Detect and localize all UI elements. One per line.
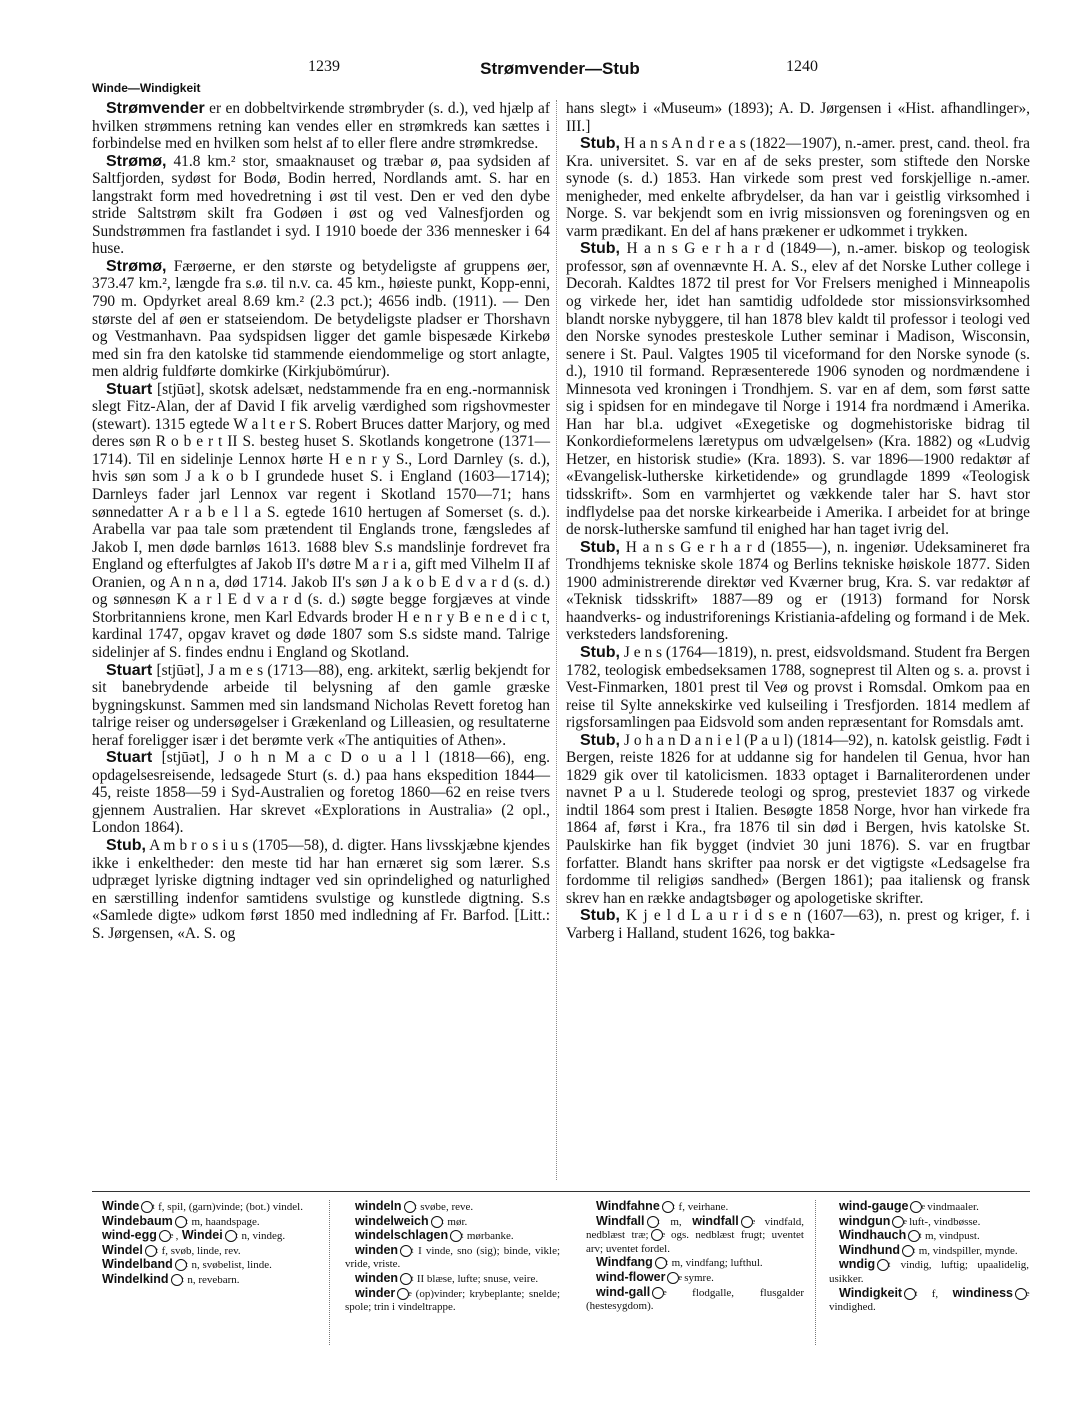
dictionary-entry: [92, 1215, 312, 1230]
dictionary-divider: [329, 1200, 330, 1345]
entry-body: J e n s (1764—1819), n. prest, eidsvoldsmand. Student fra Bergen 1782, teologisk embedseksamen 1788, sogneprest til Alten og s. a. provst i Vest-Finmarken, 1801 prest til Veø og provst i Romsdal. Omkom paa en reise til Sylte annekskirke ved kulseiling i Tresfjorden. 1814 medlem af rigsforsamlingen paa Eidsvold som anden repræsentant for Romsdals amt.: [566, 643, 1030, 732]
dictionary-entry: [829, 1287, 1029, 1315]
english-marker-icon: e: [1015, 1288, 1027, 1300]
running-head: Winde—Windigkeit: [92, 81, 201, 95]
dictionary-entry: [586, 1286, 804, 1314]
dictionary-definition: n, svøbelist, linde.: [191, 1259, 272, 1272]
dictionary-entry: [829, 1229, 1029, 1244]
entry-body: H a n s G e r h a r d (1849—), n.-amer. biskop og teologisk professor, søn af ovennævnte H. A. S., elev af det Norske Luther college i Decorah. Kaldtes 1872 til prest for Vor Frelsers menighed i Minneapolis og virkede her, idet han samtidig udfoldede stor missionsvirksomhed blandt norske nybyggere, til han 1878 blev kaldt til professor i teologi ved den Norske synodes presteskole Luther seminar i Madison, Wisconsin, senere i St. Paul. Valgtes 1905 til viceformand for den Norske synode (s. d.), 1910 til formand. Repræsenterede 1906 synoden og nordmændene i Minnesota ved kroningen i Trondhjem. S. var en af dem, som først satte sig i spidsen for en mindegave til Norge i 1914 fra nordmænd i Amerika. Han har bl.a. udgivet «Exegetiske og dogmehistoriske bidrag til Konkordieformelens læretypus om udvælgelsen» (Kra. 1882) og «Ludvig Hetzer, en historisk studie» (Kra. 1893). S. var 1896—1900 redaktør af «Evangelisk-lutherske kirketidende» og grundlagde 1899 «Teologisk tidsskrift». Som en varmhjertet og vækkende taler har S. havt stor indflydelse paa det norske kirkearbeide i Amerika. I arbeidet for at bringe de norsk-lutherske samfund til enighed har han taget ivrig del.: [566, 240, 1030, 539]
dictionary-headword: windeln: [355, 1199, 402, 1213]
dictionary-headword: Windhund: [839, 1242, 900, 1257]
dictionary-entry: [92, 1229, 312, 1244]
german-marker-icon: t: [662, 1201, 674, 1213]
english-marker-icon: e: [667, 1272, 679, 1284]
entry-headword: Stub,: [580, 135, 620, 153]
entry-headword: Stub,: [106, 836, 146, 854]
dictionary-headword: Windfahne: [596, 1199, 660, 1213]
dictionary-definition: vindmaaler.: [927, 1201, 979, 1213]
dictionary-column-1: [92, 1200, 312, 1288]
dictionary-entry: [92, 1258, 312, 1273]
dictionary-definition: f, veirhane.: [678, 1201, 729, 1213]
dictionary-definition: vindfald, nedblæst træ;: [586, 1215, 805, 1242]
entry-body: [stjūət], J a m e s (1713—88), eng. arkitekt, særlig bekjendt for sit banebrydende arbeide til belysning af den gamle græske bygningskunst. Sammen med sin landsmand Nicholas Revett foretog han talrige reiser og undersøgelser i Grækenland og Lilleasien, og resultaterne heraf foreligger især i det berømte verk «The antiquities of Athen».: [92, 661, 550, 749]
dictionary-entry: [586, 1200, 804, 1215]
dictionary-definition: mør.: [447, 1215, 468, 1228]
dictionary-definition: f, spil, (garn)vinde; (bot.) vindel.: [158, 1201, 303, 1213]
article-entry: [92, 662, 550, 750]
german-marker-icon: t: [450, 1230, 462, 1242]
entry-headword: Stuart: [106, 661, 153, 679]
dictionary-headword: Windelband: [102, 1257, 173, 1272]
column-divider: [556, 100, 557, 1180]
dictionary-entry: [829, 1258, 1029, 1286]
dictionary-column-2: [345, 1200, 560, 1315]
dictionary-entry: [829, 1244, 1029, 1259]
german-marker-icon: t: [141, 1201, 153, 1213]
dictionary-entry: [92, 1244, 312, 1259]
dictionary-headword: winden: [355, 1242, 399, 1257]
entry-body: K j e l d L a u r i d s e n (1607—63), n. prest og kriger, f. i Varberg i Halland, student 1626, tog bakka-: [566, 907, 1030, 942]
dictionary-headword: wind-gauge: [839, 1199, 909, 1213]
dictionary-entry: [92, 1273, 312, 1288]
dictionary-definition: I vinde, sno (sig); binde, vikle; vride, vriste.: [345, 1244, 561, 1271]
article-entry: [92, 100, 550, 153]
dictionary-entry: [92, 1200, 312, 1215]
dictionary-headword: Windelkind: [102, 1271, 169, 1286]
dictionary-headword: wind-egg: [102, 1228, 157, 1243]
article-entry: [566, 135, 1030, 240]
article-entry: [92, 749, 550, 837]
dictionary-entry: [345, 1287, 560, 1315]
article-entry: [92, 837, 550, 942]
dictionary-entry: [345, 1244, 560, 1272]
dictionary-headword: wind-gall: [596, 1284, 651, 1299]
dictionary-headword: Windhauch: [839, 1228, 907, 1243]
entry-headword: Stuart: [106, 380, 153, 398]
dictionary-headword: windelschlagen: [355, 1228, 449, 1243]
dictionary-definition: m, vindpust.: [925, 1230, 980, 1243]
entry-headword: Stub,: [580, 643, 620, 661]
dictionary-entry: [345, 1229, 560, 1244]
entry-body: 41.8 km.² stor, smaaknauset og træbar ø, paa sydsiden af Saltfjorden, sydøst for Bodø, Bodin herred, Nordlands amt. S. har en langstrakt form med hovedretning i øst til vest. Den er ved den dybe stride Saltstrøm skilt fra Godøen i øst og ved Valnesfjorden og Sundstrømmen fra fastlandet i syd. I 1910 boede der 336 mennesker i 64 huse.: [92, 152, 550, 258]
entry-headword: Stub,: [580, 538, 620, 556]
dictionary-column-4: [829, 1200, 1029, 1315]
german-marker-icon: t: [225, 1230, 237, 1242]
dictionary-entry: [345, 1272, 560, 1287]
dictionary-headword: windfall: [681, 1213, 739, 1228]
dictionary-entry: [586, 1256, 804, 1271]
german-marker-icon: t: [171, 1274, 183, 1286]
dictionary-headword: Windigkeit: [839, 1285, 903, 1300]
dictionary-definition: n, revebarn.: [187, 1273, 240, 1286]
entry-body: A m b r o s i u s (1705—58), d. digter. Hans livsskjæbne kjendes ikke i enkeltheder: den meste tid har han ernæret sig som lærer. S.s udpræget lyriske digtning indtager ved sin oprindelighed og naturlighed en særstilling indenfor samtidens svulstige og kunstlede digtning. S.s «Samlede digte» udkom først 1850 med indledning af Fr. Barfod. [Litt.: S. Jørgensen, «A. S. og: [92, 836, 550, 942]
english-marker-icon: e: [397, 1288, 409, 1300]
article-entry: [566, 907, 1030, 942]
dictionary-definition: n, vindeg.: [241, 1230, 286, 1243]
article-entry: [92, 381, 550, 662]
dictionary-definition: flodgalle, flusgalder (hestesygdom).: [586, 1286, 804, 1313]
entry-body: J o h a n D a n i e l (P a u l) (1814—92), n. katolsk geistlig. Født i Bergen, reiste 1826 for at uddanne sig for handelen til Genua, hvor han 1829 gik over til katolicismen. 1833 optaget i Barnaliterordenen under navnet P a u l. Studerede teologi og sprog, presteviet 1837 og virkede indtil 1864 som prest i Italien. Besøgte 1858 Norge, hvor han virkede fra 1864 af, først i Kra., fra 1876 til sin død i Bergen, hvis katolske St. Paulskirke han fik bygget (indviet 30 juni 1876). S. var en frugtbar forfatter. Blandt hans skrifter paa norsk er det vigtigste «Ledsagelse fra fordomme til religiøs sandhed» (Bergen 1861); paa italiensk og fransk skrev han en række andagtsbøger og apologetiske skrifter.: [566, 731, 1030, 907]
english-marker-icon: e: [652, 1287, 664, 1299]
page-number-right: 1240: [786, 58, 818, 75]
dictionary-definition: luft-, vindbøsse.: [909, 1215, 981, 1228]
article-entry: [92, 153, 550, 258]
right-column: [566, 100, 1030, 942]
dictionary-headword: Winde: [102, 1199, 140, 1213]
dictionary-headword: windgun: [839, 1213, 891, 1228]
entry-body: [stjūət], skotsk adelsæt, nedstammende fra en eng.-normannisk slegt Fitz-Alan, der af David I fik arvelig værdighed som rigshovmester (stewart). 1315 egtede W a l t e r S. Robert Bruces datter Marjory, og med deres søn R o b e r t II S. besteg huset S. Skotlands kongetrone (1371—1714). Til en sidelinje Lennox hørte H e n r y S., Lord Darnley (s. d.), hvis søn som J a k o b I grundede huset S. i England (1603—1714); Darnleys fader jarl Lennox var regent i Skotland 1570—71; hans sønnedatter A r a b e l l a S. egtede 1610 hertugen af Somerset (s. d.). Arabella var paa tale som prætendent til Englands trone, fængsledes af Jakob I, men døde barnløs 1613. 1688 blev S.s mandslinje fordrevet fra England og efterfulgtes af Jakob II's døtre M a r i a, gift med Vilhelm II af Oranien, og A n n a, død 1714. Jakob II's søn J a k o b E d v a r d (s. d.) og sønnesøn K a r l E d v a r d (s. d.) søgte begge forgjæves at vinde Storbritanniens krone, men Karl Edvards broder H e n r y B e n e d i c t, kardinal 1747, opgav kravet og døde 1807 som S.s sidste mand. Talrige sidelinjer af S. findes endnu i England og Skotland.: [92, 380, 550, 661]
dictionary-definition: vindighed.: [829, 1301, 876, 1314]
dictionary-definition: vindig, luftig; upaalidelig, usikker.: [829, 1259, 1030, 1285]
dictionary-definition: m, vindfang; lufthul.: [671, 1257, 763, 1270]
dictionary-entry: [829, 1215, 1029, 1230]
dictionary-definition: (op)vinder; krybeplante; snelde; spole; trin i vindeltrappe.: [345, 1287, 560, 1314]
dictionary-headword: wndig: [839, 1257, 876, 1272]
article-entry: [92, 258, 550, 381]
dictionary-definition: f, svøb, linde, rev.: [161, 1244, 241, 1257]
entry-body: Færøerne, er den største og betydeligste af gruppens øer, 373.47 km.², længde fra s.ø. til n.v. ca. 45 km., høieste punkt, Kopp-enni, 790 m. Opdyrket areal 8.69 km.² (2.3 pct.); 4656 indb. (1911). — Den største del af øen er statseiendom. De betydeligste pladser er Thorshavn og Vestmanhavn. Paa sydspidsen ligger det gamle bispesæde Kirkebø med sin fra den katolske tid stammende eiendommelige og stort anlagte, men aldrig fuldførte domkirke (Kirkjubömúrur).: [92, 257, 550, 381]
dictionary-entry: [586, 1215, 804, 1257]
page-title: Strømvender—Stub: [480, 59, 640, 78]
dictionary-definition: symre.: [684, 1271, 714, 1284]
english-marker-icon: e: [741, 1216, 753, 1228]
dictionary-definition: m,: [670, 1215, 682, 1228]
dictionary-entry: [586, 1271, 804, 1286]
dictionary-entry: [829, 1200, 1029, 1215]
german-marker-icon: t: [431, 1216, 443, 1228]
entry-headword: Stub,: [580, 907, 620, 925]
entry-headword: Stuart: [106, 749, 153, 767]
german-marker-icon: t: [400, 1273, 412, 1285]
german-marker-icon: t: [400, 1245, 412, 1257]
dictionary-headword: wind-flower: [596, 1269, 666, 1284]
entry-headword: Stub,: [580, 731, 620, 749]
page-number-left: 1239: [308, 58, 340, 75]
english-marker-icon: e: [159, 1230, 171, 1242]
dictionary-headword: Windebaum: [102, 1213, 173, 1228]
entry-body: hans slegt» i «Museum» (1893); A. D. Jørgensen i «Hist. afhandlinger», III.]: [566, 100, 1030, 135]
dictionary-definition: mørbanke.: [466, 1230, 514, 1243]
german-marker-icon: t: [145, 1245, 157, 1257]
dictionary-definition: ,: [175, 1230, 179, 1243]
dictionary-headword: Windel: [102, 1242, 143, 1257]
entry-body: H a n s A n d r e a s (1822—1907), n.-amer. prest, cand. theol. fra Kra. universitet. S. var en af de seks prester, som stiftede den Norske synode (s. d.) 1853. Han virkede som prest ved forskjellige n.-amer. menigheder, med enkelte afbrydelser, da han var i geistlig virksomhed i Norge. S. var bekjendt som en ivrig missionsven og foreningsven og en varm prædikant. En del af hans prækener er udkommet i trykken.: [566, 135, 1030, 240]
english-marker-icon: e: [651, 1229, 663, 1241]
entry-headword: Strømvender: [106, 100, 205, 117]
german-marker-icon: t: [404, 1201, 416, 1213]
dictionary-definition: II blæse, lufte; snuse, veire.: [416, 1272, 539, 1285]
dictionary-headword: Windfang: [596, 1255, 653, 1270]
entry-headword: Strømø,: [106, 257, 167, 275]
german-marker-icon: t: [904, 1288, 916, 1300]
dictionary-headword: windiness: [938, 1285, 1014, 1300]
german-marker-icon: t: [908, 1230, 920, 1242]
german-marker-icon: t: [902, 1245, 914, 1257]
entry-body: er en dobbeltvirkende strømbryder (s. d.), ved hjælp af hvilken strømmens retning kan vendes eller en strømkreds kan sættes i forbindelse med en hvilken som helst af to eller flere andre strømkredse.: [92, 100, 550, 153]
article-entry: [566, 100, 1030, 135]
dictionary-divider: [815, 1200, 816, 1345]
english-marker-icon: e: [910, 1201, 922, 1213]
dictionary-entry: [345, 1215, 560, 1230]
dictionary-headword: winder: [355, 1285, 396, 1300]
article-entry: [566, 732, 1030, 907]
german-marker-icon: t: [655, 1257, 667, 1269]
german-marker-icon: t: [647, 1216, 659, 1228]
entry-body: [stjūət], J o h n M a c D o u a l l (1818—66), eng. opdagelsesreisende, ledsagede Sturt (s. d.) paa hans ekspedition 1844—45, reiste 1858—59 i Syd-Australien og foretog 1860—62 en reise tvers gjennem Australien. Har skrevet «Explorations in Australia» (2 opl., London 1864).: [92, 749, 550, 837]
dictionary-column-3: [586, 1200, 804, 1314]
dictionary-definition: m, haandspage.: [191, 1215, 260, 1228]
dictionary-definition: m, vindspiller, mynde.: [918, 1244, 1018, 1257]
left-column: [92, 100, 550, 942]
entry-headword: Strømø,: [106, 152, 167, 170]
article-entry: [566, 539, 1030, 644]
article-entry: [566, 644, 1030, 732]
german-marker-icon: t: [175, 1259, 187, 1271]
german-marker-icon: t: [877, 1259, 889, 1271]
dictionary-headword: Windei: [178, 1228, 223, 1243]
entry-headword: Stub,: [580, 240, 620, 258]
article-entry: [566, 240, 1030, 538]
dictionary-definition: ogs. nedblæst frugt; uventet arv; uventet fordel.: [586, 1229, 804, 1255]
dictionary-headword: winden: [355, 1270, 399, 1285]
dictionary-headword: windelweich: [355, 1213, 429, 1228]
german-marker-icon: t: [175, 1216, 187, 1228]
dictionary-entry: [345, 1200, 560, 1215]
dictionary-headword: Windfall: [596, 1213, 645, 1228]
footnote-rule: [92, 1191, 1030, 1192]
english-marker-icon: e: [892, 1216, 904, 1228]
entry-body: H a n s G e r h a r d (1855—), n. ingeniør. Udeksamineret fra Trondhjems tekniske skole 1874 og Berlins tekniske høiskole 1877. Siden 1900 administrerende direktør ved Kværner brug, Kra. S. var redaktør af «Teknisk tidsskrift» 1887—89 og er (1913) formand for Norsk haandverks- og industriforenings Kristiania-afdeling og formand i de Mek. verksteders landsforening.: [566, 538, 1030, 644]
dictionary-definition: svøbe, reve.: [420, 1201, 474, 1213]
dictionary-definition: f,: [931, 1287, 939, 1300]
